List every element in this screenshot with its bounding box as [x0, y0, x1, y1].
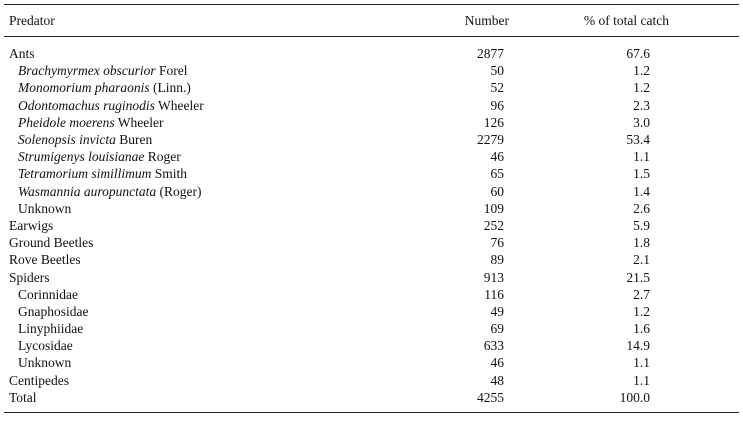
percent-cell: 1.8 — [633, 235, 650, 251]
percent-cell: 3.0 — [633, 114, 650, 130]
predator-name — [4, 286, 414, 303]
taxon-label: Smith — [151, 166, 188, 182]
table-row — [4, 286, 739, 303]
percent-cell: 2.1 — [633, 252, 650, 268]
number-cell: 126 — [483, 114, 504, 130]
percent-cell: 1.2 — [633, 80, 650, 96]
taxon-label: Buren — [115, 132, 153, 148]
number-cell: 109 — [483, 200, 504, 216]
predator-name — [4, 200, 414, 217]
percent-cell: 14.9 — [626, 338, 650, 354]
number-cell: 49 — [490, 303, 504, 319]
number-cell: 96 — [490, 97, 504, 113]
percent-cell: 1.6 — [633, 321, 650, 337]
table-row — [4, 268, 739, 285]
predator-name — [4, 131, 414, 148]
percent-cell: 1.4 — [633, 183, 650, 199]
number-cell: 46 — [490, 149, 504, 165]
predator-name — [4, 45, 414, 62]
table-body — [4, 37, 739, 406]
taxon-label: Spiders — [9, 269, 50, 285]
predator-name — [4, 372, 414, 389]
bottom-rule — [4, 412, 739, 413]
taxon-label: Wheeler — [154, 97, 204, 113]
table-row — [4, 251, 739, 268]
number-cell: 116 — [484, 286, 504, 302]
taxon-label: (Linn.) — [149, 80, 191, 96]
table-row — [4, 62, 739, 79]
predator-name — [4, 337, 414, 354]
number-cell: 48 — [490, 372, 504, 388]
percent-cell: 67.6 — [626, 46, 650, 62]
percent-cell: 5.9 — [633, 217, 650, 233]
taxon-label: Centipedes — [9, 372, 69, 388]
species-name: Monomorium pharaonis — [18, 80, 150, 96]
predator-name — [4, 389, 414, 406]
number-cell: 69 — [490, 321, 504, 337]
number-cell: 65 — [490, 166, 504, 182]
table-row — [4, 165, 739, 182]
species-name: Solenopsis invicta — [18, 132, 116, 148]
taxon-label: Lycosidae — [18, 338, 73, 354]
table-header — [4, 5, 739, 36]
predator-name — [4, 148, 414, 165]
number-cell: 60 — [490, 183, 504, 199]
table-row — [4, 234, 739, 251]
percent-cell: 2.7 — [633, 286, 650, 302]
number-cell: 913 — [483, 269, 504, 285]
taxon-label: Unknown — [18, 200, 72, 216]
species-name: Strumigenys louisianae — [18, 149, 145, 165]
taxon-label: Rove Beetles — [9, 252, 81, 268]
percent-cell: 21.5 — [626, 269, 650, 285]
number-cell: 252 — [483, 217, 504, 233]
number-cell: 52 — [490, 80, 504, 96]
number-cell: 2279 — [477, 132, 504, 148]
percent-cell: 2.6 — [633, 200, 650, 216]
header-predator: Predator — [9, 12, 55, 28]
predator-name — [4, 234, 414, 251]
number-cell: 46 — [490, 355, 504, 371]
number-cell: 2877 — [477, 46, 504, 62]
percent-cell: 53.4 — [626, 132, 650, 148]
percent-cell: 1.2 — [633, 303, 650, 319]
taxon-label: Forel — [155, 63, 188, 79]
table-row — [4, 79, 739, 96]
species-name: Brachymyrmex obscurior — [18, 63, 156, 79]
species-name: Wasmannia auropunctata — [18, 183, 157, 199]
table-row — [4, 200, 739, 217]
taxon-label: Linyphiidae — [18, 321, 84, 337]
predator-name — [4, 114, 414, 131]
predator-name — [4, 62, 414, 79]
table-row — [4, 337, 739, 354]
table-row — [4, 303, 739, 320]
predator-name — [4, 79, 414, 96]
table-row — [4, 183, 739, 200]
table-row — [4, 131, 739, 148]
number-cell: 89 — [490, 252, 504, 268]
number-cell: 4255 — [477, 389, 504, 405]
table-row — [4, 372, 739, 389]
percent-cell: 1.5 — [633, 166, 650, 182]
predator-name — [4, 320, 414, 337]
predator-name — [4, 251, 414, 268]
header-number: Number — [464, 12, 509, 28]
percent-cell: 1.2 — [633, 63, 650, 79]
number-cell: 76 — [490, 235, 504, 251]
table-row — [4, 148, 739, 165]
table-row — [4, 320, 739, 337]
table-row — [4, 354, 739, 371]
percent-cell: 1.1 — [633, 355, 650, 371]
taxon-label: Ground Beetles — [9, 235, 94, 251]
taxon-label: Ants — [9, 46, 35, 62]
predator-table — [4, 4, 739, 413]
species-name: Odontomachus ruginodis — [18, 97, 155, 113]
table-row — [4, 217, 739, 234]
percent-cell: 2.3 — [633, 97, 650, 113]
taxon-label: Gnaphosidae — [18, 303, 89, 319]
table-row — [4, 45, 739, 62]
taxon-label: Total — [9, 389, 37, 405]
percent-cell: 100.0 — [619, 389, 650, 405]
number-cell: 633 — [483, 338, 504, 354]
taxon-label: Wheeler — [114, 114, 164, 130]
table-row — [4, 389, 739, 406]
predator-name — [4, 183, 414, 200]
predator-name — [4, 165, 414, 182]
taxon-label: (Roger) — [156, 183, 202, 199]
species-name: Tetramorium simillimum — [18, 166, 152, 182]
taxon-label: Corinnidae — [18, 286, 78, 302]
predator-name — [4, 217, 414, 234]
predator-name — [4, 269, 414, 286]
predator-name — [4, 97, 414, 114]
percent-cell: 1.1 — [633, 149, 650, 165]
taxon-label: Roger — [144, 149, 181, 165]
percent-cell: 1.1 — [633, 372, 650, 388]
number-cell: 50 — [490, 63, 504, 79]
taxon-label: Earwigs — [9, 217, 54, 233]
predator-name — [4, 354, 414, 371]
predator-name — [4, 303, 414, 320]
table-row — [4, 114, 739, 131]
header-percent: % of total catch — [583, 12, 669, 28]
table-row — [4, 97, 739, 114]
taxon-label: Unknown — [18, 355, 72, 371]
species-name: Pheidole moerens — [18, 114, 115, 130]
